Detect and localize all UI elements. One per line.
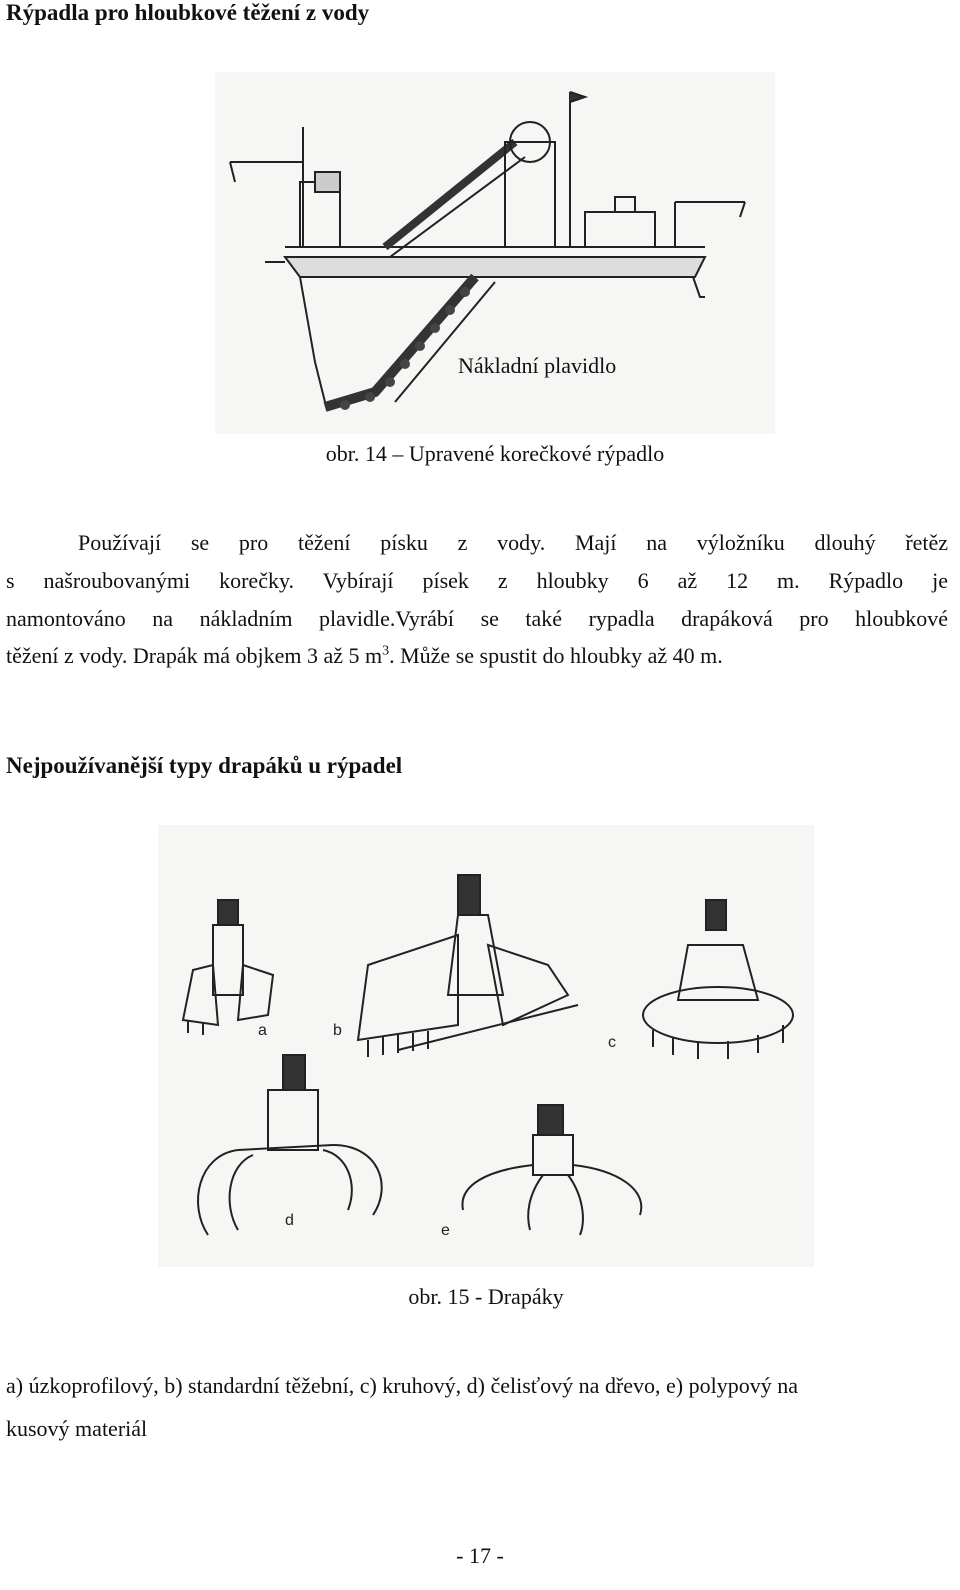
figure-caption-grabs: obr. 15 - Drapáky xyxy=(408,1284,564,1309)
paragraph-line-3: namontováno na nákladním plavidle.Vyrábí se také rypadla drapáková pro hloubkové xyxy=(6,606,949,631)
grab-letter-e: e xyxy=(441,1222,450,1239)
section-heading-grabs: Nejpoužívanější typy drapáků u rýpadel xyxy=(6,753,403,778)
grabs-figure xyxy=(158,825,814,1267)
page-number: - 17 - xyxy=(456,1543,504,1568)
figure-caption: obr. 14 – Upravené korečkové rýpadlo xyxy=(325,441,665,466)
grabs-illustration xyxy=(158,825,814,1267)
legend-line-2: kusový materiál xyxy=(6,1416,148,1441)
grab-letter-b: b xyxy=(333,1022,342,1039)
figure-label: Nákladní plavidlo xyxy=(458,353,617,378)
paragraph-line-2: s našroubovanými korečky. Vybírají písek z hloubky 6 až 12 m. Rýpadlo je xyxy=(6,568,949,593)
grab-b-drawing xyxy=(358,875,578,1057)
grab-letter-d: d xyxy=(285,1212,294,1229)
grab-e-drawing xyxy=(462,1105,641,1235)
grab-c-drawing xyxy=(643,900,793,1059)
grab-letter-a: a xyxy=(258,1022,267,1039)
section-heading: Rýpadla pro hloubkové těžení z vody xyxy=(6,0,370,25)
dredger-figure xyxy=(215,72,775,434)
paragraph-line-4: těžení z vody. Drapák má objkem 3 až 5 $m^3$. Může se spustit do hloubky až 40 m. xyxy=(6,643,723,668)
legend-line-1: a) úzkoprofilový, b) standardní těžební, c) kruhový, d) čelisťový na dřevo, e) polypový na xyxy=(6,1373,798,1398)
grab-d-drawing xyxy=(198,1055,382,1235)
grab-letter-c: c xyxy=(608,1034,616,1051)
paragraph-line-1: Používají se pro těžení písku z vody. Mají na výložníku dlouhý řetěz xyxy=(78,530,949,555)
grab-a-drawing xyxy=(183,900,273,1035)
dredger-illustration xyxy=(215,72,775,434)
